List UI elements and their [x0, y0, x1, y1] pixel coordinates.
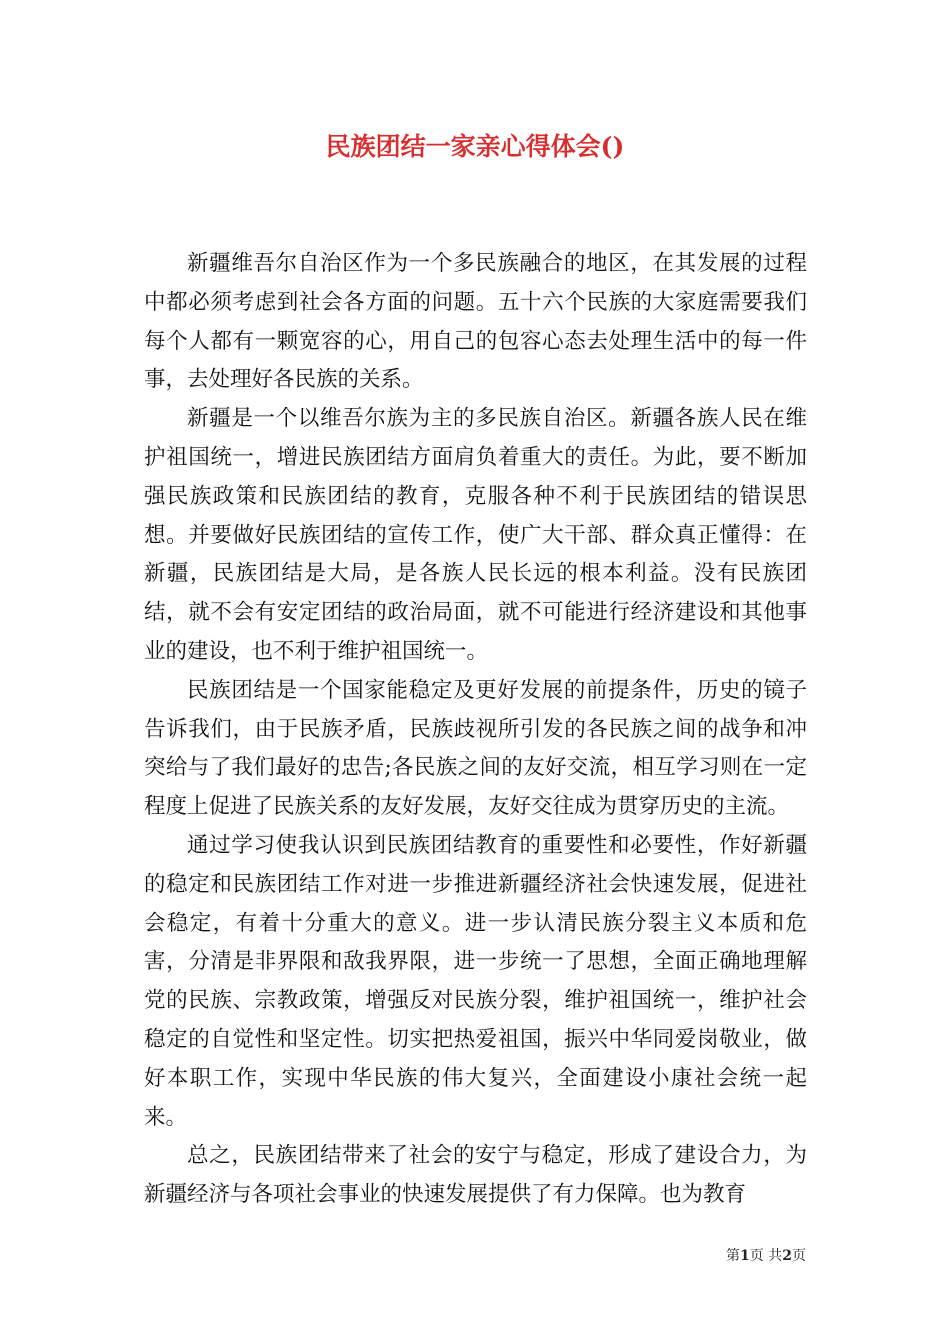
footer-page-number: 1 — [740, 1248, 750, 1264]
footer-total-pages: 2 — [782, 1248, 792, 1264]
document-title: 民族团结一家亲心得体会() — [325, 132, 625, 161]
footer-prefix: 第 — [726, 1248, 741, 1264]
paragraph-1: 新疆维吾尔自治区作为一个多民族融合的地区，在其发展的过程中都必须考虑到社会各方面的问题。五十六个民族的大家庭需要我们每个人都有一颗宽容的心，用自己的包容心态去处理生活中的每一件事，去处理好各民族的关系。 — [144, 251, 807, 393]
page-footer — [726, 1247, 806, 1265]
paragraph-5: 总之，民族团结带来了社会的安宁与稳定，形成了建设合力，为新疆经济与各项社会事业的快速发展提供了有力保障。也为教育 — [144, 1143, 807, 1208]
paragraph-3: 民族团结是一个国家能稳定及更好发展的前提条件，历史的镜子告诉我们，由于民族矛盾，民族歧视所引发的各民族之间的战争和冲突给与了我们最好的忠告;各民族之间的友好交流，相互学习则在一定程度上促进了民族关系的友好发展，友好交往成为贯穿历史的主流。 — [144, 677, 807, 820]
footer-suffix: 页 — [792, 1248, 806, 1264]
footer-middle: 页 共 — [749, 1248, 783, 1264]
document-body — [144, 245, 807, 1215]
paragraph-2: 新疆是一个以维吾尔族为主的多民族自治区。新疆各族人民在维护祖国统一，增进民族团结方面肩负着重大的责任。为此，要不断加强民族政策和民族团结的教育，克服各种不利于民族团结的错误思想。并要做好民族团结的宣传工作，使广大干部、群众真正懂得：在新疆，民族团结是大局，是各族人民长远的根本利益。没有民族团结，就不会有安定团结的政治局面，就不可能进行经济建设和其他事业的建设，也不利于维护祖国统一。 — [144, 406, 807, 664]
paragraph-4: 通过学习使我认识到民族团结教育的重要性和必要性，作好新疆的稳定和民族团结工作对进一步推进新疆经济社会快速发展，促进社会稳定，有着十分重大的意义。进一步认清民族分裂主义本质和危害，分清是非界限和敌我界限，进一步统一了思想，全面正确地理解党的民族、宗教政策，增强反对民族分裂，维护祖国统一，维护社会稳定的自觉性和坚定性。切实把热爱祖国，振兴中华同爱岗敬业，做好本职工作，实现中华民族的伟大复兴，全面建设小康社会统一起来。 — [144, 832, 807, 1130]
